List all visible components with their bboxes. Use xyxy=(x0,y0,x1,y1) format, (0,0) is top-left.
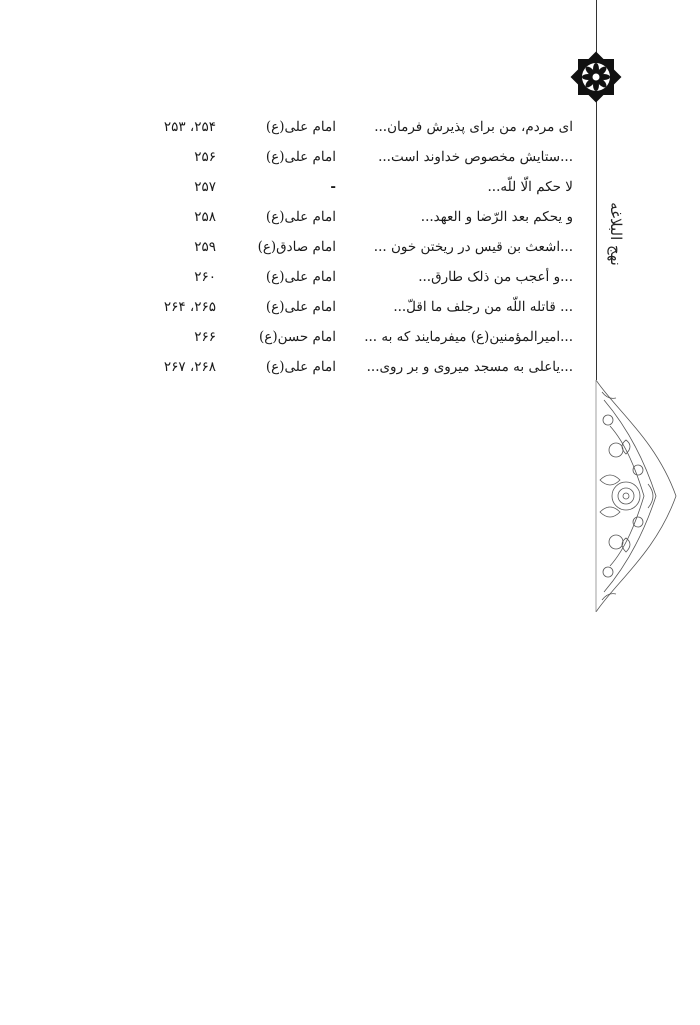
quote-text: ...اشعث بن قیس در ریختن خون ... xyxy=(373,239,573,255)
page-numbers: ۲۶۶ xyxy=(194,329,216,345)
page-numbers: ۲۵۷ xyxy=(194,179,216,195)
speaker: امام علی(ع) xyxy=(265,269,336,285)
speaker: امام حسن(ع) xyxy=(259,329,336,345)
table-row xyxy=(0,352,700,382)
table-row xyxy=(0,202,700,232)
index-table xyxy=(0,112,700,382)
table-row xyxy=(0,292,700,322)
table-row xyxy=(0,142,700,172)
speaker: - xyxy=(330,179,336,195)
table-row xyxy=(0,262,700,292)
page-numbers: ۲۶۸، ۲۶۷ xyxy=(163,359,216,375)
page-numbers: ۲۵۸ xyxy=(194,209,216,225)
page-numbers: ۲۵۶ xyxy=(194,149,216,165)
page-numbers: ۲۶۵، ۲۶۴ xyxy=(163,299,216,315)
page-numbers: ۲۵۹ xyxy=(194,239,216,255)
speaker: امام علی(ع) xyxy=(265,149,336,165)
speaker: امام علی(ع) xyxy=(265,359,336,375)
quote-text: ...یاعلی به مسجد میروی و بر روی... xyxy=(366,359,573,375)
speaker: امام صادق(ع) xyxy=(257,239,336,255)
speaker: امام علی(ع) xyxy=(265,299,336,315)
table-row xyxy=(0,322,700,352)
side-title-text: نهج البلاغه xyxy=(607,202,626,266)
star-ornament-icon xyxy=(567,48,625,106)
quote-text: لا حکم الّا للّه... xyxy=(487,179,573,195)
quote-text: ...و أعجب من ذلک طارق... xyxy=(418,269,573,285)
page-numbers: ۲۶۰ xyxy=(194,269,216,285)
quote-text: ...ستایش مخصوص خداوند است... xyxy=(378,149,573,165)
arabesque-ornament-icon xyxy=(586,380,682,612)
page-numbers: ۲۵۴، ۲۵۳ xyxy=(163,119,216,135)
table-row xyxy=(0,172,700,202)
quote-text: ... قاتله اللّه من رجلف ما اقلّ... xyxy=(393,299,573,315)
speaker: امام علی(ع) xyxy=(265,209,336,225)
table-row xyxy=(0,112,700,142)
quote-text: ...امیرالمؤمنین(ع) میفرمایند که به ... xyxy=(364,329,573,345)
quote-text: ای مردم، من برای پذیرش فرمان... xyxy=(374,119,573,135)
quote-text: و یحکم بعد الرّضا و العهد... xyxy=(420,209,573,225)
table-row xyxy=(0,232,700,262)
speaker: امام علی(ع) xyxy=(265,119,336,135)
